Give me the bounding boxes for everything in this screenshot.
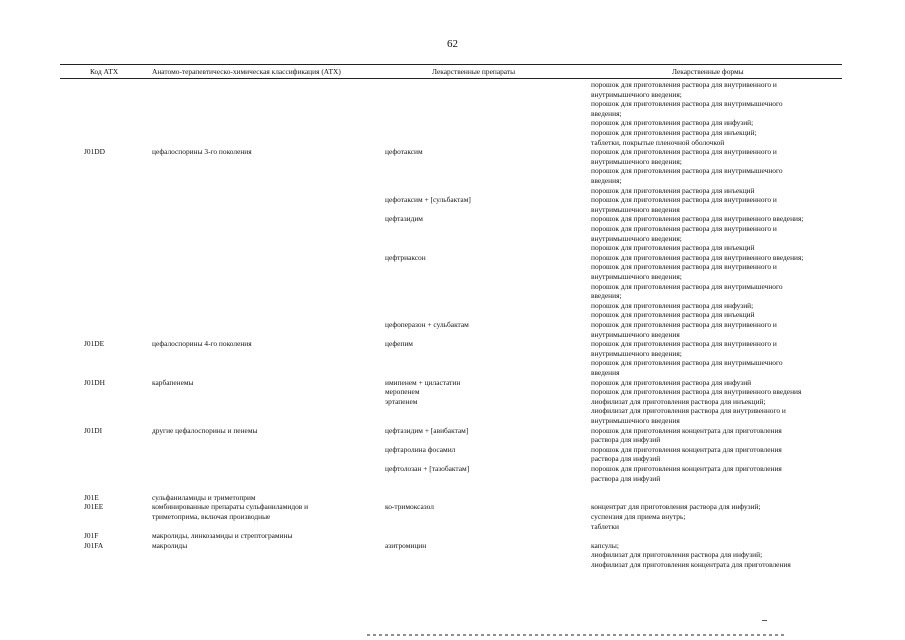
dosage-form-cell: лиофилизат для приготовления раствора для инфузий; — [591, 550, 763, 560]
dosage-form-cell: раствора для инфузий — [591, 435, 661, 445]
table-row — [0, 522, 905, 532]
classification-cell: комбинированные препараты сульфаниламидов и — [152, 502, 309, 512]
dosage-form-cell: порошок для приготовления раствора для внутримышечного — [591, 281, 783, 291]
dosage-form-cell: порошок для приготовления раствора для инъекций — [591, 310, 755, 320]
table-row — [0, 387, 905, 397]
dosage-form-cell: порошок для приготовления раствора для внутривенного и — [591, 224, 777, 233]
table-row — [0, 99, 905, 109]
dosage-form-cell: порошок для приготовления раствора для внутривенного введения; — [591, 214, 804, 224]
drug-cell: имипенем + циластатин — [385, 377, 461, 387]
drug-cell: цефепим — [385, 339, 413, 349]
table-row — [0, 560, 905, 570]
classification-cell: макролиды, линкозамиды и стрептограмины — [152, 531, 293, 541]
table-row — [0, 186, 905, 196]
drug-cell: цефтолозан + [тазобактам] — [385, 464, 470, 473]
table-row — [0, 253, 905, 263]
atc-code-cell: J01DI — [84, 425, 103, 435]
table-row — [0, 493, 905, 503]
dosage-form-cell: порошок для приготовления раствора для внутривенного введения; — [591, 252, 804, 262]
dosage-form-cell: таблетки, покрытые пленочной оболочкой — [591, 137, 725, 147]
table-row — [0, 406, 905, 416]
dosage-form-cell: порошок для приготовления раствора для внутривенного и — [591, 320, 777, 329]
table-row — [0, 205, 905, 215]
table-row — [0, 118, 905, 128]
atc-code-cell: J01DD — [84, 147, 105, 157]
dosage-form-cell: порошок для приготовления раствора для инъекций; — [591, 128, 757, 137]
dosage-form-cell: порошок для приготовления раствора для инфузий — [591, 377, 752, 387]
table-row — [0, 272, 905, 282]
scan-tick-mark — [762, 620, 767, 621]
table-row — [0, 195, 905, 205]
table-row — [0, 464, 905, 474]
atc-code-cell: J01E — [84, 492, 99, 502]
drug-cell: цефтазидим + [авибактам] — [385, 425, 469, 435]
table-row — [0, 531, 905, 541]
dosage-form-cell: внутримышечного введения; — [591, 233, 682, 243]
dosage-form-cell: введения; — [591, 108, 622, 118]
drug-cell: цефотаксим + [сульбактам] — [385, 195, 471, 205]
table-row — [0, 445, 905, 455]
classification-cell: триметоприма, включая производные — [152, 512, 271, 521]
dosage-form-cell: суспензия для приема внутрь; — [591, 512, 686, 521]
atc-code-cell: J01FA — [84, 540, 104, 550]
dosage-form-cell: внутримышечного введения — [591, 416, 680, 425]
dosage-form-cell: введения; — [591, 176, 622, 185]
table-row — [0, 454, 905, 464]
page-number: 62 — [447, 38, 458, 50]
drug-cell: цефтаролина фосамил — [385, 444, 456, 454]
table-row — [0, 474, 905, 484]
table-row — [0, 550, 905, 560]
header-drugs: Лекарственные препараты — [432, 67, 516, 76]
dosage-form-cell: концентрат для приготовления раствора для инфузий; — [591, 502, 761, 512]
table-row — [0, 262, 905, 272]
drug-cell: цефоперазон + сульбактам — [385, 320, 469, 329]
table-row — [0, 224, 905, 234]
atc-code-cell: J01EE — [84, 502, 104, 512]
classification-cell: другие цефалоспорины и пенемы — [152, 425, 258, 435]
table-row — [0, 512, 905, 522]
dosage-form-cell: лиофилизат для приготовления концентрата для приготовления — [591, 560, 791, 569]
dosage-form-cell: порошок для приготовления раствора для инъекций — [591, 243, 755, 253]
atc-code-cell: J01DE — [84, 339, 105, 349]
table-row — [0, 483, 905, 493]
table-row — [0, 176, 905, 186]
drug-cell: цефтазидим — [385, 214, 423, 224]
dosage-form-cell: порошок для приготовления концентрата для приготовления — [591, 444, 782, 454]
dosage-form-cell: порошок для приготовления раствора для внутривенного и — [591, 339, 777, 349]
table-row — [0, 416, 905, 426]
classification-cell: цефалоспорины 3-го поколения — [152, 147, 252, 157]
header-forms: Лекарственные формы — [672, 67, 744, 76]
table-row — [0, 128, 905, 138]
dosage-form-cell: внутримышечного введения — [591, 329, 680, 339]
dosage-form-cell: введения; — [591, 291, 622, 301]
table-row — [0, 358, 905, 368]
table-row — [0, 435, 905, 445]
atc-code-cell: J01F — [84, 531, 99, 541]
table-row — [0, 339, 905, 349]
table-row — [0, 291, 905, 301]
table-row — [0, 138, 905, 148]
dosage-form-cell: порошок для приготовления концентрата для приготовления — [591, 425, 782, 435]
table-row — [0, 378, 905, 388]
drug-cell: цефотаксим — [385, 147, 423, 157]
drug-cell: азитромицин — [385, 540, 427, 550]
dosage-form-cell: капсулы; — [591, 540, 619, 550]
atc-code-cell: J01DH — [84, 377, 105, 387]
scan-edge-mark — [367, 634, 787, 636]
dosage-form-cell: введения — [591, 368, 620, 377]
drug-cell: эртапенем — [385, 396, 418, 406]
dosage-form-cell: порошок для приготовления концентрата для приготовления — [591, 464, 782, 473]
dosage-form-cell: внутримышечного введения — [591, 204, 680, 214]
dosage-form-cell: раствора для инфузий — [591, 473, 661, 483]
dosage-form-cell: порошок для приготовления раствора для инфузий; — [591, 118, 754, 128]
classification-cell: макролиды — [152, 540, 188, 550]
dosage-form-cell: порошок для приготовления раствора для внутривенного и — [591, 147, 777, 157]
dosage-form-cell: порошок для приготовления раствора для инфузий; — [591, 300, 754, 310]
table-row — [0, 541, 905, 551]
table-top-rule — [60, 64, 842, 65]
drug-cell: ко-тримоксазол — [385, 502, 434, 512]
table-row — [0, 330, 905, 340]
dosage-form-cell: порошок для приготовления раствора для внутримышечного — [591, 99, 783, 109]
header-code: Код АТХ — [90, 67, 119, 76]
dosage-form-cell: внутримышечного введения; — [591, 89, 682, 99]
dosage-form-cell: лиофилизат для приготовления раствора для инъекций; — [591, 396, 766, 406]
dosage-form-cell: порошок для приготовления раствора для внутривенного введения — [591, 387, 802, 397]
dosage-form-cell: лиофилизат для приготовления раствора для внутривенного и — [591, 406, 786, 416]
drug-cell: цефтриаксон — [385, 252, 426, 262]
dosage-form-cell: внутримышечного введения; — [591, 272, 682, 281]
drug-cell: меропенем — [385, 387, 420, 397]
header-bottom-rule — [60, 78, 842, 79]
table-row — [0, 90, 905, 100]
dosage-form-cell: порошок для приготовления раствора для внутривенного и — [591, 262, 777, 272]
table-row — [0, 397, 905, 407]
header-classification: Анатомо-терапевтическо-химическая классификация (АТХ) — [152, 67, 341, 76]
dosage-form-cell: таблетки — [591, 521, 619, 531]
table-row — [0, 301, 905, 311]
classification-cell: сульфаниламиды и триметоприм — [152, 492, 256, 502]
table-row — [0, 349, 905, 359]
table-row — [0, 426, 905, 436]
classification-cell: карбапенемы — [152, 377, 194, 387]
dosage-form-cell: внутримышечного введения; — [591, 156, 682, 166]
table-row — [0, 214, 905, 224]
table-row — [0, 234, 905, 244]
table-row — [0, 310, 905, 320]
dosage-form-cell: порошок для приготовления раствора для внутривенного и — [591, 195, 777, 205]
table-row — [0, 320, 905, 330]
dosage-form-cell: порошок для приготовления раствора для инъекций — [591, 185, 755, 195]
dosage-form-cell: раствора для инфузий — [591, 454, 661, 464]
table-row — [0, 157, 905, 167]
table-row — [0, 243, 905, 253]
dosage-form-cell: порошок для приготовления раствора для внутримышечного — [591, 166, 783, 176]
table-row — [0, 502, 905, 512]
table-row — [0, 282, 905, 292]
table-row — [0, 147, 905, 157]
table-row — [0, 80, 905, 90]
dosage-form-cell: порошок для приготовления раствора для внутримышечного — [591, 358, 783, 368]
table-row — [0, 166, 905, 176]
table-row — [0, 109, 905, 119]
classification-cell: цефалоспорины 4-го поколения — [152, 339, 252, 349]
table-row — [0, 368, 905, 378]
dosage-form-cell: порошок для приготовления раствора для внутривенного и — [591, 80, 777, 89]
dosage-form-cell: внутримышечного введения; — [591, 348, 682, 358]
